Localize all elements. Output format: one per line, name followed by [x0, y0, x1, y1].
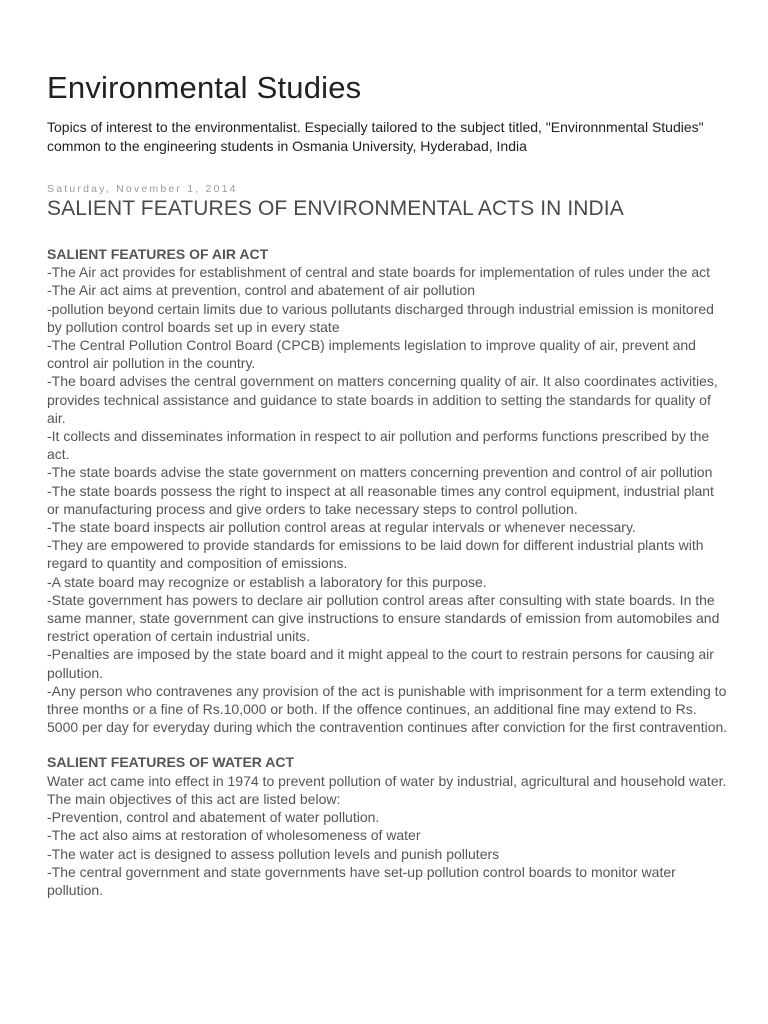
body-line: -A state board may recognize or establish a laboratory for this purpose. — [47, 573, 487, 590]
body-line: -The Air act aims at prevention, control and abatement of air pollution — [47, 282, 476, 299]
body-line: -The board advises the central government on matters concerning quality of air. It also coordinates activities, provides technical assistance and guidance to state boards in addition to setting the standards for quality of air. — [47, 373, 718, 426]
body-line: -The state board inspects air pollution control areas at regular intervals or whenever necessary. — [47, 519, 636, 536]
body-line: -They are empowered to provide standards for emissions to be laid down for different industrial plants with regard to quantity and composition of emissions. — [47, 537, 704, 572]
post-title[interactable]: SALIENT FEATURES OF ENVIRONMENTAL ACTS IN INDIA — [47, 197, 624, 220]
body-line: -Any person who contravenes any provision of the act is punishable with imprisonment for a term extending to three months or a fine of Rs.10,000 or both. If the offence continues, an additional fine may extend to Rs. 5000 per day for everyday during which the contravention continues after conviction for the first contravention. — [47, 682, 728, 736]
post-body — [47, 245, 729, 899]
water-act-section — [47, 753, 729, 899]
body-line: -The water act is designed to assess pollution levels and punish polluters — [47, 845, 500, 862]
blog-description: Topics of interest to the environmentalist. Especially tailored to the subject titled, "Environnmental Studies" common to the engineering students in Osmania University, Hyderabad, India — [47, 119, 704, 154]
section-heading: SALIENT FEATURES OF WATER ACT — [47, 754, 295, 771]
body-line: -The act also aims at restoration of wholesomeness of water — [47, 827, 421, 844]
air-act-section — [47, 245, 729, 736]
body-line: -Penalties are imposed by the state board and it might appeal to the court to restrain persons for causing air pollution. — [47, 646, 714, 681]
body-line: -The state boards possess the right to inspect at all reasonable times any control equipment, industrial plant or manufacturing process and give orders to take necessary steps to control pollution. — [47, 482, 714, 517]
body-line: -The Air act provides for establishment of central and state boards for implementation of rules under the act — [47, 264, 711, 281]
body-line: -The Central Pollution Control Board (CPCB) implements legislation to improve quality of air, prevent and control air pollution in the country. — [47, 337, 696, 372]
body-line: -State government has powers to declare air pollution control areas after consulting with state boards. In the same manner, state government can give instructions to ensure standards of emission from automobiles and restrict operation of certain industrial units. — [47, 591, 720, 645]
post-date: Saturday, November 1, 2014 — [47, 183, 238, 195]
section-heading: SALIENT FEATURES OF AIR ACT — [47, 246, 269, 262]
blog-title[interactable]: Environmental Studies — [47, 70, 362, 105]
body-line: -The state boards advise the state government on matters concerning prevention and control of air pollution — [47, 464, 713, 481]
section-spacer — [47, 736, 729, 753]
body-line: -Prevention, control and abatement of water pollution. — [47, 809, 380, 826]
body-line: Water act came into effect in 1974 to prevent pollution of water by industrial, agricultural and household water. The main objectives of this act are listed below: — [47, 772, 727, 807]
body-line: -It collects and disseminates information in respect to air pollution and performs functions prescribed by the act. — [47, 428, 710, 463]
body-line: -The central government and state governments have set-up pollution control boards to monitor water pollution. — [47, 863, 676, 898]
body-line: -pollution beyond certain limits due to various pollutants discharged through industrial emission is monitored by pollution control boards set up in every state — [47, 300, 714, 335]
